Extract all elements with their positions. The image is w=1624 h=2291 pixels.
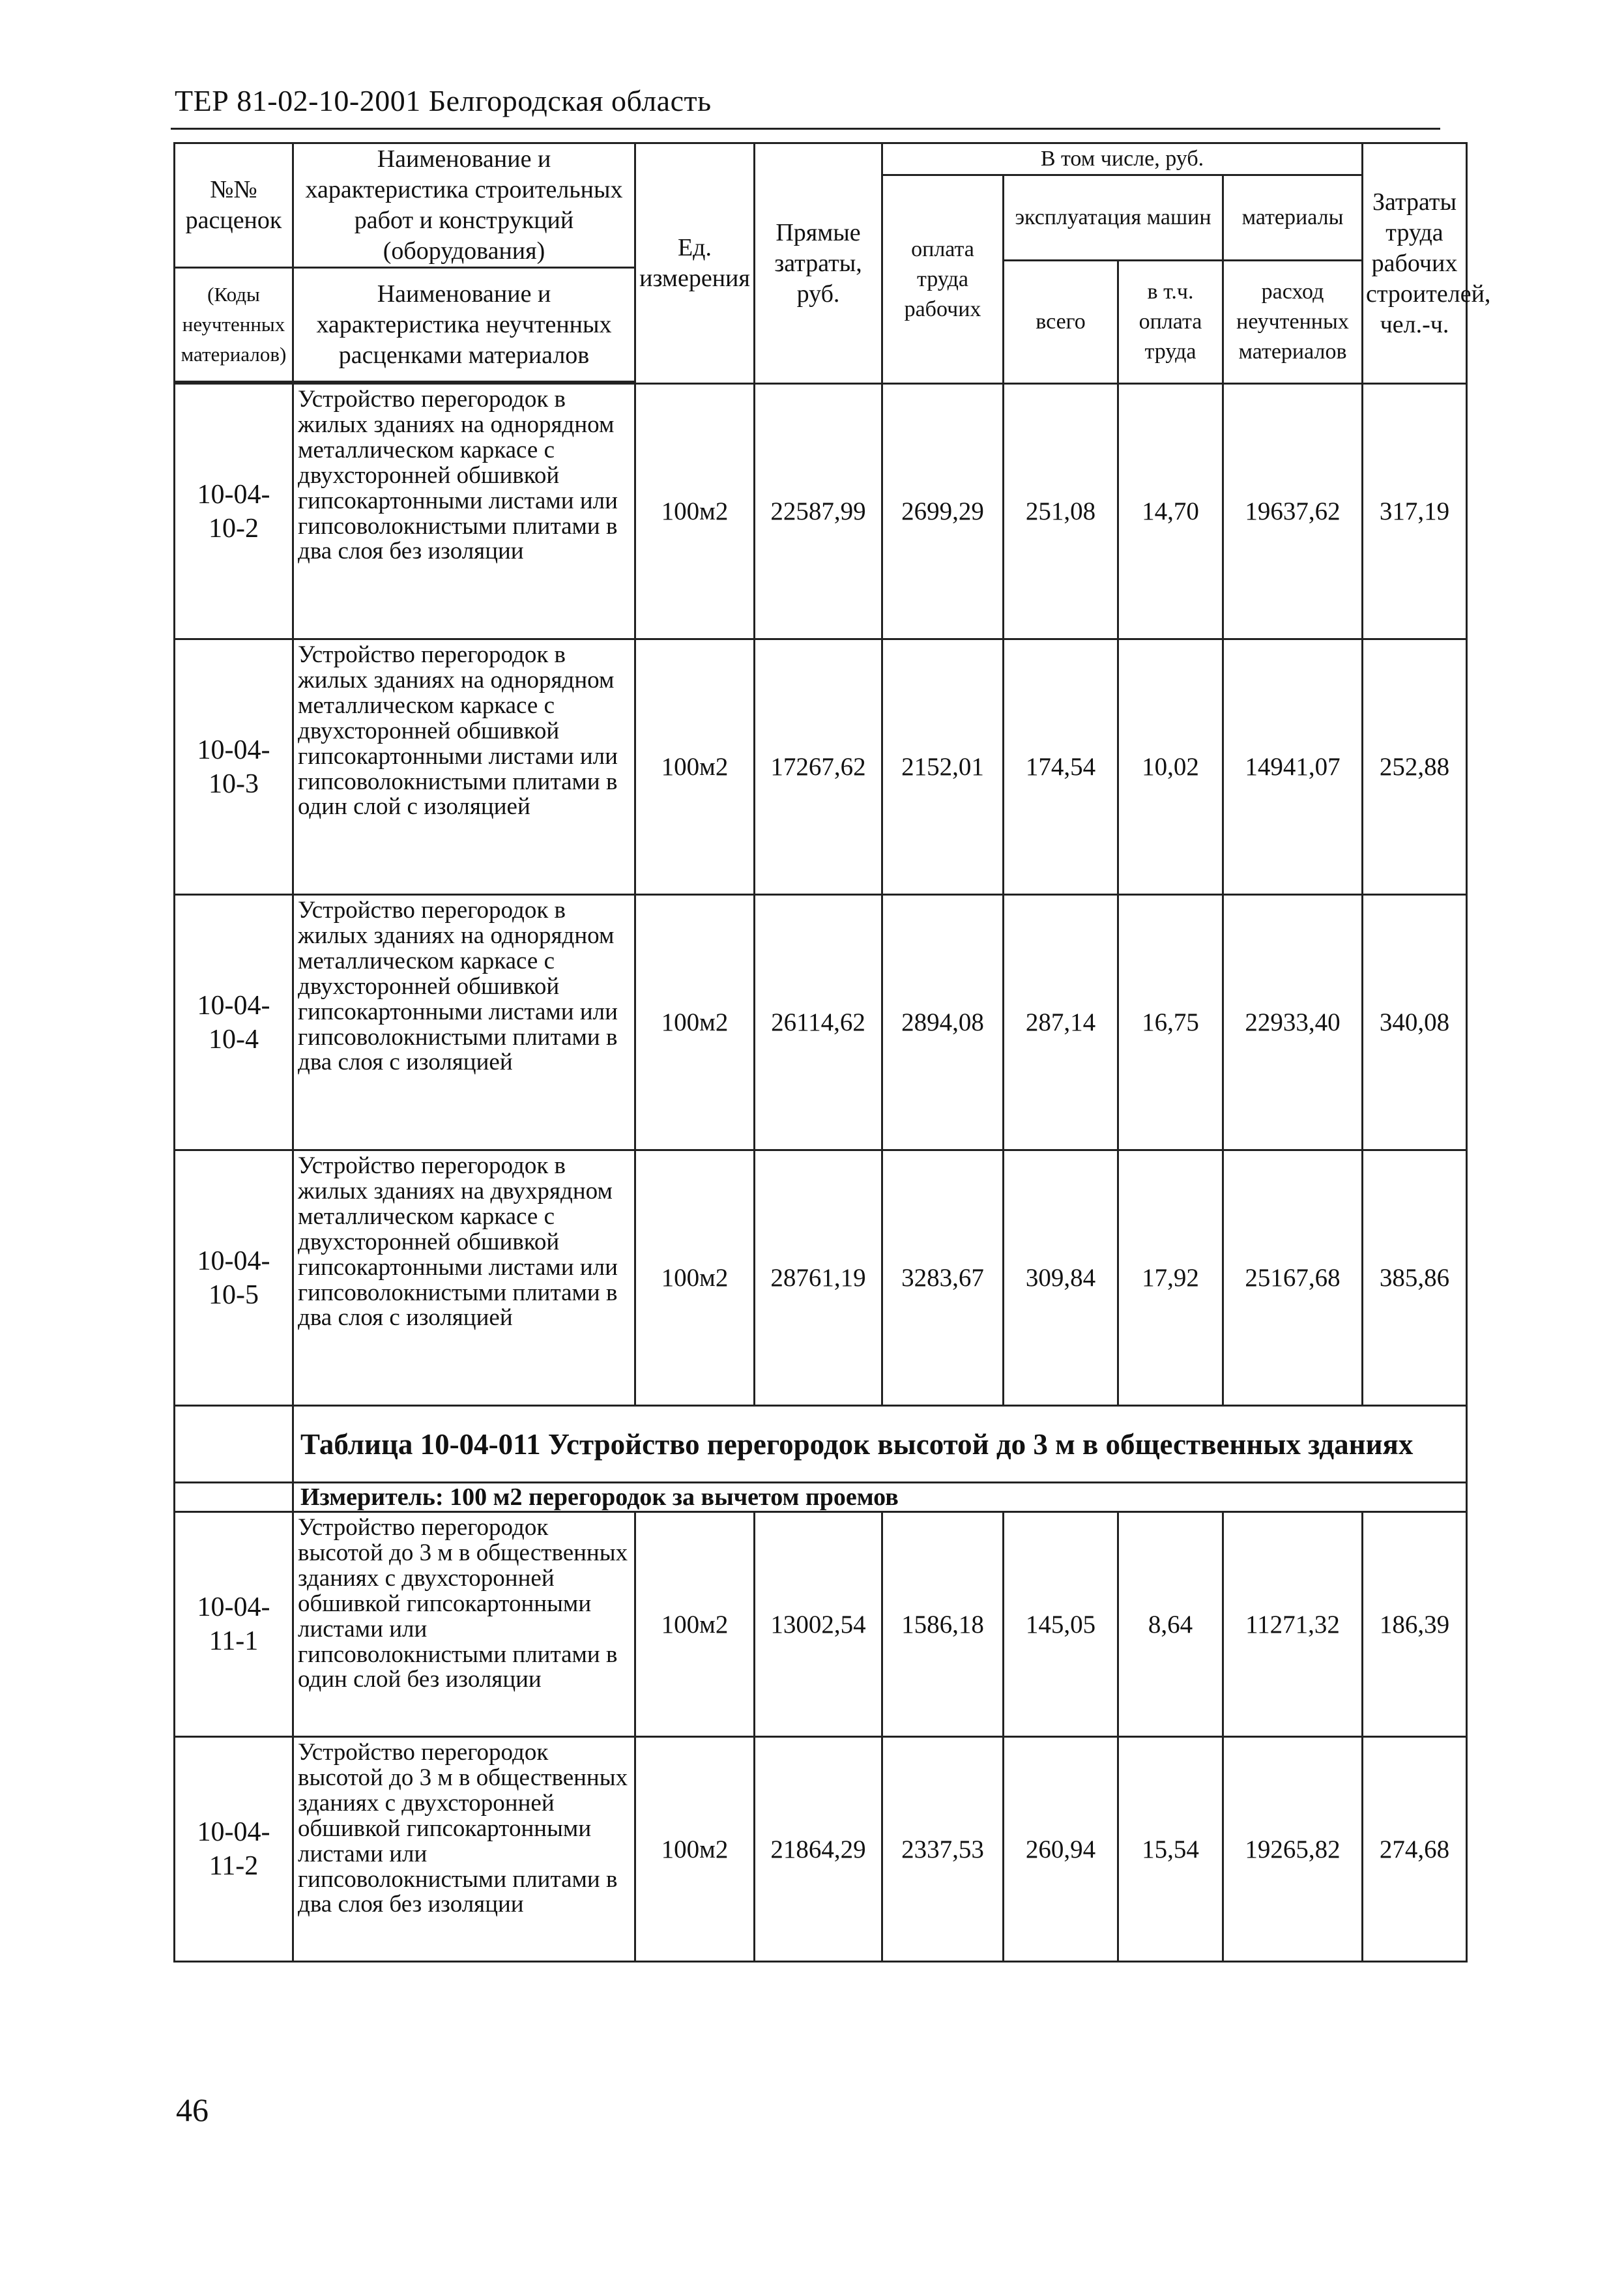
col-header-machines: эксплуатация машин (1004, 175, 1223, 261)
rate-description: Устройство перегородок в жилых зданиях на однорядном металлическом каркасе с двухсторонней обшивкой гипсокартонными листами или гипсоволокнистыми плитами в два слоя без изоляции (293, 384, 635, 639)
rate-description: Устройство перегородок высотой до 3 м в общественных зданиях с двухсторонней обшивкой гипсокартонными листами или гипсоволокнистыми плитами в два слоя без изоляции (293, 1737, 635, 1962)
rate-machines-total: 309,84 (1004, 1150, 1118, 1406)
rate-materials: 22933,40 (1223, 895, 1363, 1150)
table-meter-row (175, 1483, 1467, 1512)
table-row (175, 384, 1467, 639)
rate-machines-pay: 16,75 (1118, 895, 1223, 1150)
rate-machines-total: 174,54 (1004, 639, 1118, 895)
rate-unit: 100м2 (635, 384, 755, 639)
rate-labor-hours: 340,08 (1363, 895, 1467, 1150)
col-header-total: всего (1004, 260, 1118, 384)
table-row (175, 1737, 1467, 1962)
rate-machines-pay: 14,70 (1118, 384, 1223, 639)
rate-direct-cost: 17267,62 (755, 639, 882, 895)
table-row (175, 639, 1467, 895)
page-number: 46 (176, 2092, 209, 2128)
rate-code: 10-04- 10-2 (175, 384, 293, 639)
col-header-name-materials: Наименование и характеристика неучтенных расценками материалов (293, 268, 635, 382)
rate-labor-pay: 3283,67 (882, 1150, 1004, 1406)
rate-unit: 100м2 (635, 1737, 755, 1962)
table-row (175, 1512, 1467, 1737)
rate-description: Устройство перегородок в жилых зданиях на двухрядном металлическом каркасе с двухсторонней обшивкой гипсокартонными листами или гипсоволокнистыми плитами в два слоя с изоляцией (293, 1150, 635, 1406)
rate-materials: 25167,68 (1223, 1150, 1363, 1406)
rate-labor-hours: 186,39 (1363, 1512, 1467, 1737)
rate-machines-total: 251,08 (1004, 384, 1118, 639)
col-header-name: Наименование и характеристика строительных работ и конструкций (оборудования) (293, 143, 635, 268)
rate-labor-pay: 2699,29 (882, 384, 1004, 639)
table-section-row (175, 1406, 1467, 1483)
rate-materials: 19637,62 (1223, 384, 1363, 639)
col-header-codes: (Коды неучтенных материалов) (175, 268, 293, 382)
col-header-direct: Прямые затраты, руб. (755, 143, 882, 384)
rate-machines-pay: 17,92 (1118, 1150, 1223, 1406)
rates-table (173, 142, 1491, 1963)
rate-machines-total: 287,14 (1004, 895, 1118, 1150)
page-header: ТЕР 81-02-10-2001 Белгородская область (175, 84, 712, 117)
rate-labor-hours: 385,86 (1363, 1150, 1467, 1406)
header-rule (171, 128, 1440, 130)
rate-labor-pay: 2894,08 (882, 895, 1004, 1150)
rate-unit: 100м2 (635, 895, 755, 1150)
rate-description: Устройство перегородок в жилых зданиях на однорядном металлическом каркасе с двухсторонней обшивкой гипсокартонными листами или гипсоволокнистыми плитами в один слой с изоляцией (293, 639, 635, 895)
rate-code: 10-04- 10-4 (175, 895, 293, 1150)
col-header-incl-pay: в т.ч. оплата труда (1118, 260, 1223, 384)
rate-unit: 100м2 (635, 1512, 755, 1737)
rate-machines-total: 145,05 (1004, 1512, 1118, 1737)
rate-machines-total: 260,94 (1004, 1737, 1118, 1962)
col-header-num: №№ расценок (175, 143, 293, 268)
rate-direct-cost: 21864,29 (755, 1737, 882, 1962)
table-meter: Измеритель: 100 м2 перегородок за вычетом проемов (293, 1483, 1467, 1512)
empty-cell (175, 1406, 293, 1483)
table-row (175, 1150, 1467, 1406)
rate-materials: 14941,07 (1223, 639, 1363, 895)
col-header-unit: Ед. измерения (635, 143, 755, 384)
col-header-materials: материалы (1223, 175, 1363, 261)
col-header-labor: Затраты труда рабочих строителей, чел.-ч. (1363, 143, 1467, 384)
rate-materials: 11271,32 (1223, 1512, 1363, 1737)
rate-machines-pay: 8,64 (1118, 1512, 1223, 1737)
empty-cell (175, 1483, 293, 1512)
rate-labor-pay: 2337,53 (882, 1737, 1004, 1962)
rate-code: 10-04- 11-1 (175, 1512, 293, 1737)
rate-direct-cost: 22587,99 (755, 384, 882, 639)
rate-labor-pay: 2152,01 (882, 639, 1004, 895)
rate-materials: 19265,82 (1223, 1737, 1363, 1962)
rate-labor-hours: 252,88 (1363, 639, 1467, 895)
col-header-pay: оплата труда рабочих (882, 175, 1004, 384)
rate-direct-cost: 26114,62 (755, 895, 882, 1150)
rate-unit: 100м2 (635, 1150, 755, 1406)
table-row (175, 895, 1467, 1150)
rate-code: 10-04- 11-2 (175, 1737, 293, 1962)
rate-machines-pay: 10,02 (1118, 639, 1223, 895)
rate-labor-hours: 317,19 (1363, 384, 1467, 639)
rate-labor-pay: 1586,18 (882, 1512, 1004, 1737)
rate-code: 10-04- 10-5 (175, 1150, 293, 1406)
rate-unit: 100м2 (635, 639, 755, 895)
rate-direct-cost: 28761,19 (755, 1150, 882, 1406)
rate-labor-hours: 274,68 (1363, 1737, 1467, 1962)
rate-description: Устройство перегородок в жилых зданиях на однорядном металлическом каркасе с двухсторонней обшивкой гипсокартонными листами или гипсоволокнистыми плитами в два слоя с изоляцией (293, 895, 635, 1150)
rate-machines-pay: 15,54 (1118, 1737, 1223, 1962)
rate-code: 10-04- 10-3 (175, 639, 293, 895)
rate-direct-cost: 13002,54 (755, 1512, 882, 1737)
col-header-consumption: расход неучтенных материалов (1223, 260, 1363, 384)
col-header-including: В том числе, руб. (882, 143, 1363, 175)
table-section-title: Таблица 10-04-011 Устройство перегородок высотой до 3 м в общественных зданиях (293, 1406, 1467, 1483)
rate-description: Устройство перегородок высотой до 3 м в общественных зданиях с двухсторонней обшивкой гипсокартонными листами или гипсоволокнистыми плитами в один слой без изоляции (293, 1512, 635, 1737)
